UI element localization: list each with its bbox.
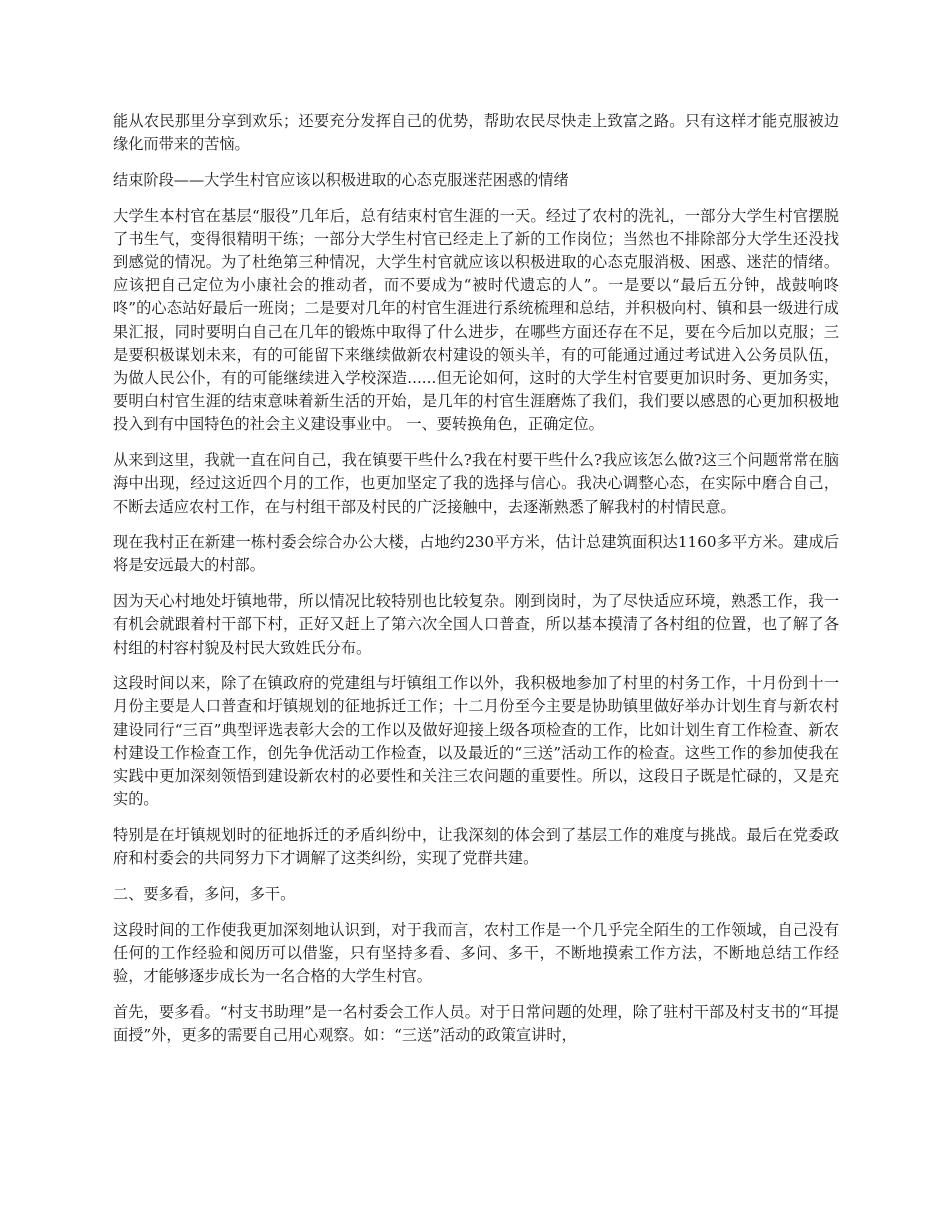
- paragraph-work-overview: 这段时间以来，除了在镇政府的党建组与圩镇组工作以外，我积极地参加了村里的村务工作，十月份到十一月份主要是人口普查和圩镇规划的征地拆迁工作；十二月份至今主要是协助镇里做好举办计划生育与新农村建设同行“三百”典型评选表彰大会的工作以及做好迎接上级各项检查的工作，比如计划生育工作检查、新农村建设工作检查工作，创先争优活动工作检查，以及最近的“三送”活动工作的检查。这些工作的参加使我在实践中更加深刻领悟到建设新农村的必要性和关注三农问题的重要性。所以，这段日子既是忙碌的，又是充实的。: [113, 674, 839, 809]
- paragraph-look-more: 首先，要多看。“村支书助理”是一名村委会工作人员。对于日常问题的处理，除了驻村干部及村支书的“耳提面授”外，更多的需要自己用心观察。如：“三送”活动的政策宣讲时，: [113, 1002, 839, 1044]
- paragraph-new-office-building: 现在我村正在新建一栋村委会综合办公大楼，占地约230平方米，估计总建筑面积达1160多平方米。建成后将是安远最大的村部。: [113, 533, 839, 575]
- section-heading-ending-stage: 结束阶段——大学生村官应该以积极进取的心态克服迷茫困惑的情绪: [113, 170, 569, 189]
- paragraph-work-reflection: 这段时间的工作使我更加深刻地认识到，对于我而言，农村工作是一个几乎完全陌生的工作领域，自己没有任何的工作经验和阅历可以借鉴，只有坚持多看、多问、多干，不断地摸索工作方法，不断地总结工作经验，才能够逐步成长为一名合格的大学生村官。: [113, 920, 839, 985]
- paragraph-village-situation: 因为天心村地处圩镇地带，所以情况比较特别也比较复杂。刚到岗时，为了尽快适应环境，熟悉工作，我一有机会就跟着村干部下村，正好又赶上了第六次全国人口普查，所以基本摸清了各村组的位置，也了解了各村组的村容村貌及村民大致姓氏分布。: [113, 592, 839, 657]
- paragraph-ending-stage: 大学生本村官在基层“服役”几年后，总有结束村官生涯的一天。经过了农村的洗礼，一部分大学生村官摆脱了书生气，变得很精明干练；一部分大学生村官已经走上了新的工作岗位；当然也不排除部分大学生还没找到感觉的情况。为了杜绝第三种情况，大学生村官就应该以积极进取的心态克服消极、困惑、迷茫的情绪。应该把自己定位为小康社会的推动者，而不要成为“被时代遗忘的人”。一是要以“最后五分钟，战鼓响咚咚”的心态站好最后一班岗；二是要对几年的村官生涯进行系统梳理和总结，并积极向村、镇和县一级进行成果汇报，同时要明白自己在几年的锻炼中取得了什么进步，在哪些方面还存在不足，要在今后加以克服；三是要积极谋划未来，有的可能留下来继续做新农村建设的领头羊，有的可能通过通过考试进入公务员队伍，为做人民公仆，有的可能继续进入学校深造......但无论如何，这时的大学生村官要更加识时务、更加务实，要明白村官生涯的结束意味着新生活的开始，是几年的村官生涯磨炼了我们，我们要以感恩的心更加积极地投入到有中国特色的社会主义建设事业中。 一、要转换角色，正确定位。: [113, 206, 839, 434]
- paragraph-land-dispute: 特别是在圩镇规划时的征地拆迁的矛盾纠纷中，让我深刻的体会到了基层工作的难度与挑战。最后在党委政府和村委会的共同努力下才调解了这类纠纷，实现了党群共建。: [113, 825, 839, 868]
- paragraph-intro-continuation: 能从农民那里分享到欢乐；还要充分发挥自己的优势，帮助农民尽快走上致富之路。只有这样才能克服被边缘化而带来的苦恼。: [113, 112, 839, 154]
- paragraph-self-questions: 从来到这里，我就一直在问自己，我在镇要干些什么?我在村要干些什么?我应该怎么做?这三个问题常常在脑海中出现，经过这近四个月的工作，也更加坚定了我的选择与信心。我决心调整心态，在实际中磨合自己，不断去适应农村工作，在与村组干部及村民的广泛接触中，去逐渐熟悉了解我村的村情民意。: [113, 451, 839, 516]
- section-heading-look-ask-do: 二、要多看，多问，多干。: [113, 884, 296, 903]
- document-body: [113, 110, 839, 1060]
